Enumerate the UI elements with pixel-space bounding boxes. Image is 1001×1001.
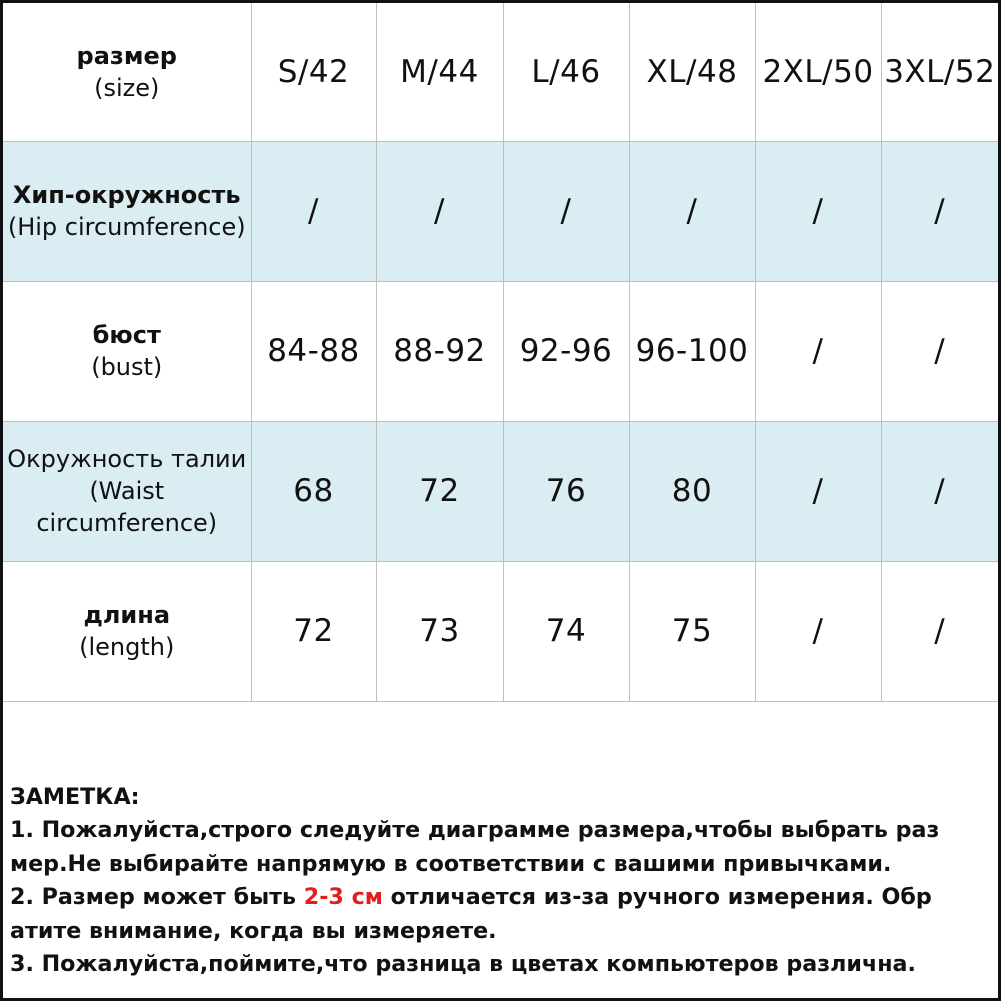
length-label-ru: длина: [83, 601, 171, 629]
size-label-cell: [3, 3, 251, 141]
note-line-3: [10, 881, 998, 914]
waist-label-en-2: circumference): [36, 509, 218, 537]
length-value-cell: 74: [503, 561, 629, 701]
hip-label-en: (Hip circumference): [7, 213, 246, 241]
waist-value-cell: /: [755, 421, 881, 561]
note-title: ЗАМЕТКА:: [10, 784, 140, 810]
note-line-2: мер.Не выбирайте напрямую в соответствии с вашими привычками.: [10, 850, 892, 877]
bust-value-cell: 96-100: [629, 281, 755, 421]
bust-label-cell: [3, 281, 251, 421]
length-value-cell: /: [755, 561, 881, 701]
hip-value-cell: /: [376, 141, 503, 281]
size-header-cell: 2XL/50: [755, 3, 881, 141]
bust-value-cell: 84-88: [251, 281, 376, 421]
note-line-3-post: отличается из-за ручного измерения. Обр: [382, 884, 932, 911]
note-highlight: 2-3 см: [303, 884, 383, 911]
length-value-cell: /: [881, 561, 998, 701]
bust-label-ru: бюст: [92, 321, 161, 349]
length-label-cell: [3, 561, 251, 701]
hip-value-cell: /: [755, 141, 881, 281]
size-header-cell: M/44: [376, 3, 503, 141]
hip-value-cell: /: [251, 141, 376, 281]
waist-label-en-1: (Waist: [89, 477, 165, 505]
length-value-cell: 73: [376, 561, 503, 701]
size-header-cell: XL/48: [629, 3, 755, 141]
size-header-cell: 3XL/52: [881, 3, 998, 141]
waist-value-cell: 80: [629, 421, 755, 561]
note-line-3-pre: 2. Размер может быть: [10, 884, 304, 911]
note-block: [10, 781, 998, 981]
waist-value-cell: /: [881, 421, 998, 561]
bust-value-cell: /: [755, 281, 881, 421]
bust-value-cell: 92-96: [503, 281, 629, 421]
waist-value-cell: 68: [251, 421, 376, 561]
bust-value-cell: 88-92: [376, 281, 503, 421]
waist-row: [3, 421, 998, 561]
size-header-cell: S/42: [251, 3, 376, 141]
note-line-5: 3. Пожалуйста,поймите,что разница в цветах компьютеров различна.: [10, 951, 916, 978]
header-row: [3, 3, 998, 141]
waist-value-cell: 72: [376, 421, 503, 561]
hip-label-cell: [3, 141, 251, 281]
size-table: [3, 3, 998, 702]
length-value-cell: 72: [251, 561, 376, 701]
hip-value-cell: /: [503, 141, 629, 281]
hip-row: [3, 141, 998, 281]
length-label-en: (length): [79, 633, 175, 661]
hip-label-ru: Хип-окружность: [12, 181, 241, 209]
hip-value-cell: /: [629, 141, 755, 281]
bust-label-en: (bust): [91, 353, 163, 381]
waist-label-ru: Окружность талии: [7, 445, 247, 473]
length-row: [3, 561, 998, 701]
bust-row: [3, 281, 998, 421]
note-line-4: атите внимание, когда вы измеряете.: [10, 917, 497, 944]
hip-value-cell: /: [881, 141, 998, 281]
waist-value-cell: 76: [503, 421, 629, 561]
waist-label-cell: [3, 421, 251, 561]
bust-value-cell: /: [881, 281, 998, 421]
size-label-ru: размер: [76, 41, 177, 70]
size-header-cell: L/46: [503, 3, 629, 141]
size-label-en: (size): [94, 73, 160, 102]
length-value-cell: 75: [629, 561, 755, 701]
note-line-1: 1. Пожалуйста,строго следуйте диаграмме размера,чтобы выбрать раз: [10, 817, 940, 844]
